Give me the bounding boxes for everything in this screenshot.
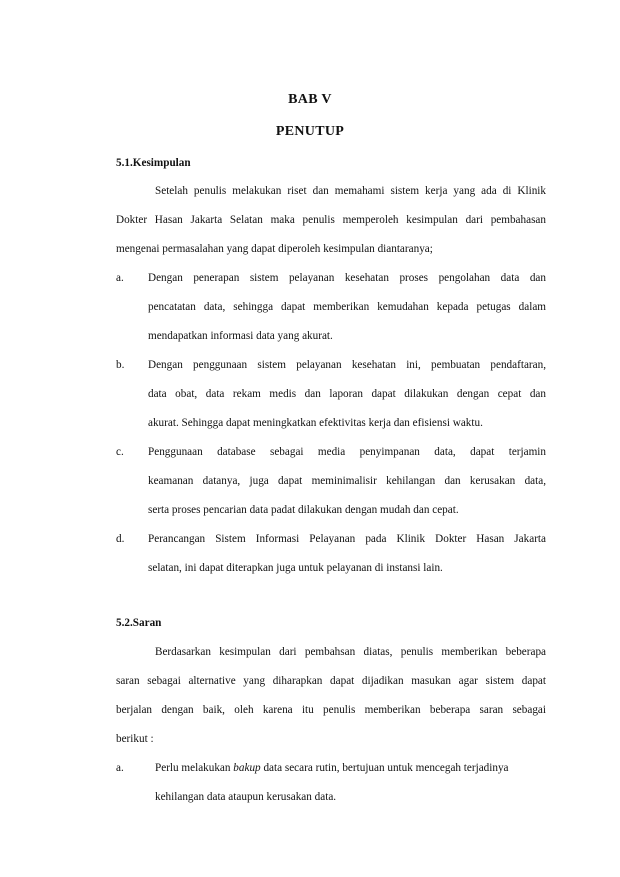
list-item-line: Dengan penerapan sistem pelayanan kesehatan proses pengolahan data dan xyxy=(148,272,546,284)
list-item-line: selatan, ini dapat diterapkan juga untuk pelayanan di instansi lain. xyxy=(148,562,443,574)
text-run: data secara rutin, bertujuan untuk mencegah terjadinya xyxy=(260,762,509,774)
saran-intro-line: berikut : xyxy=(116,733,154,745)
list-marker: d. xyxy=(116,533,125,545)
italic-term: bakup xyxy=(233,762,261,774)
kesimpulan-intro-line: mengenai permasalahan yang dapat diperoleh kesimpulan diantaranya; xyxy=(116,243,433,255)
saran-intro-line: berjalan dengan baik, oleh karena itu penulis memberikan beberapa saran sebagai xyxy=(116,704,546,716)
list-item-line: mendapatkan informasi data yang akurat. xyxy=(148,330,333,342)
list-item-line: Perancangan Sistem Informasi Pelayanan pada Klinik Dokter Hasan Jakarta xyxy=(148,533,546,545)
saran-intro-line: Berdasarkan kesimpulan dari pembahsan diatas, penulis memberikan beberapa xyxy=(155,646,546,658)
list-marker: a. xyxy=(116,762,124,774)
list-item-line: serta proses pencarian data padat dilakukan dengan mudah dan cepat. xyxy=(148,504,459,516)
list-item-line xyxy=(155,761,546,775)
chapter-title: PENUTUP xyxy=(275,124,345,139)
list-item-line: data obat, data rekam medis dan laporan dapat dilakukan dengan cepat dan xyxy=(148,388,546,400)
list-item-line: keamanan datanya, juga dapat meminimalisir kehilangan dan kerusakan data, xyxy=(148,475,546,487)
list-item-line: pencatatan data, sehingga dapat memberikan kemudahan kepada petugas dalam xyxy=(148,301,546,313)
saran-intro-line: saran sebagai alternative yang diharapkan dapat dijadikan masukan agar sistem dapat xyxy=(116,675,546,687)
kesimpulan-intro-line: Setelah penulis melakukan riset dan memahami sistem kerja yang ada di Klinik xyxy=(155,185,546,197)
chapter-number: BAB V xyxy=(288,92,332,107)
text-run: Perlu melakukan xyxy=(155,762,234,774)
section-heading-kesimpulan: 5.1.Kesimpulan xyxy=(116,157,191,169)
list-marker: a. xyxy=(116,272,124,284)
list-item-line: akurat. Sehingga dapat meningkatkan efektivitas kerja dan efisiensi waktu. xyxy=(148,417,483,429)
section-heading-saran: 5.2.Saran xyxy=(116,617,162,629)
kesimpulan-intro-line: Dokter Hasan Jakarta Selatan maka penulis memperoleh kesimpulan dari pembahasan xyxy=(116,214,546,226)
list-marker: c. xyxy=(116,446,124,458)
list-item-line: Dengan penggunaan sistem pelayanan kesehatan ini, pembuatan pendaftaran, xyxy=(148,359,546,371)
list-item-line: Penggunaan database sebagai media penyimpanan data, dapat terjamin xyxy=(148,446,546,458)
list-marker: b. xyxy=(116,359,125,371)
list-item-line: kehilangan data ataupun kerusakan data. xyxy=(155,791,337,803)
